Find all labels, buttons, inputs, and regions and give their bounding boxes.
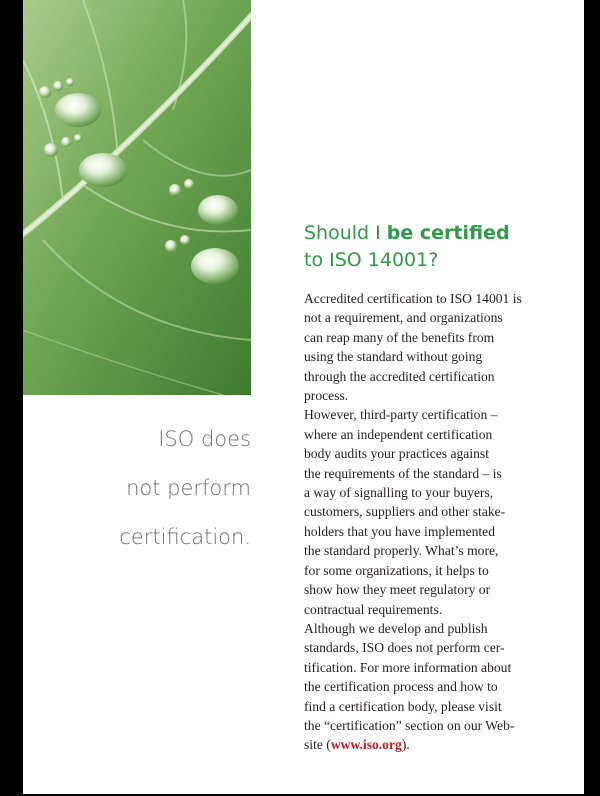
heading-prefix: Should I (304, 222, 387, 244)
pull-quote-line: ISO does (158, 427, 251, 451)
body-line: standards, ISO does not perform cer- (304, 640, 505, 656)
heading-emphasis: be certified (386, 222, 510, 244)
pull-quote-line: certification. (119, 525, 251, 549)
pull-quote (23, 415, 251, 562)
body-line: body audits your practices against (304, 446, 489, 462)
paragraph-3 (304, 619, 552, 755)
body-line: customers, suppliers and other stake- (304, 504, 506, 520)
pull-quote-line: not perform (126, 476, 251, 500)
leaf-photo (23, 0, 251, 395)
body-line: for some organizations, it helps to (304, 562, 489, 578)
body-line: process. (304, 388, 349, 404)
body-line: a way of signalling to your buyers, (304, 485, 494, 501)
scan-border-right (584, 0, 600, 796)
iso-website-link[interactable]: www.iso.org (330, 737, 402, 753)
body-line: through the accredited certification (304, 368, 495, 384)
body-line: holders that you have implemented (304, 523, 496, 539)
section-heading (304, 220, 510, 274)
body-line: However, third-party certification – (304, 407, 498, 423)
body-line: using the standard without going (304, 349, 483, 365)
body-line: show how they meet regulatory or (304, 582, 491, 598)
body-line: where an independent certification (304, 426, 493, 442)
body-text (304, 289, 552, 755)
link-prefix: site ( (304, 737, 331, 753)
heading-line-2: to ISO 14001? (304, 249, 439, 271)
body-last-line (304, 735, 552, 754)
body-line: Accredited certification to ISO 14001 is (304, 291, 522, 306)
paragraph-1 (304, 289, 552, 405)
link-suffix: ). (401, 737, 410, 753)
body-line: the requirements of the standard – is (304, 465, 502, 481)
heading-line-1 (304, 220, 510, 247)
body-line: tification. For more information about (304, 659, 512, 675)
body-line: the standard properly. What’s more, (304, 543, 499, 559)
scan-border-left (0, 0, 23, 796)
paragraph-2 (304, 405, 552, 618)
body-line: the certification process and how to (304, 679, 498, 695)
body-line: not a requirement, and organizations (304, 310, 503, 326)
body-line: contractual requirements. (304, 601, 443, 617)
body-line: Although we develop and publish (304, 620, 488, 636)
dotted-rule (437, 258, 583, 264)
body-line: find a certification body, please visit (304, 698, 502, 714)
body-line: can reap many of the benefits from (304, 329, 495, 345)
body-line: the “certification” section on our Web- (304, 717, 515, 733)
